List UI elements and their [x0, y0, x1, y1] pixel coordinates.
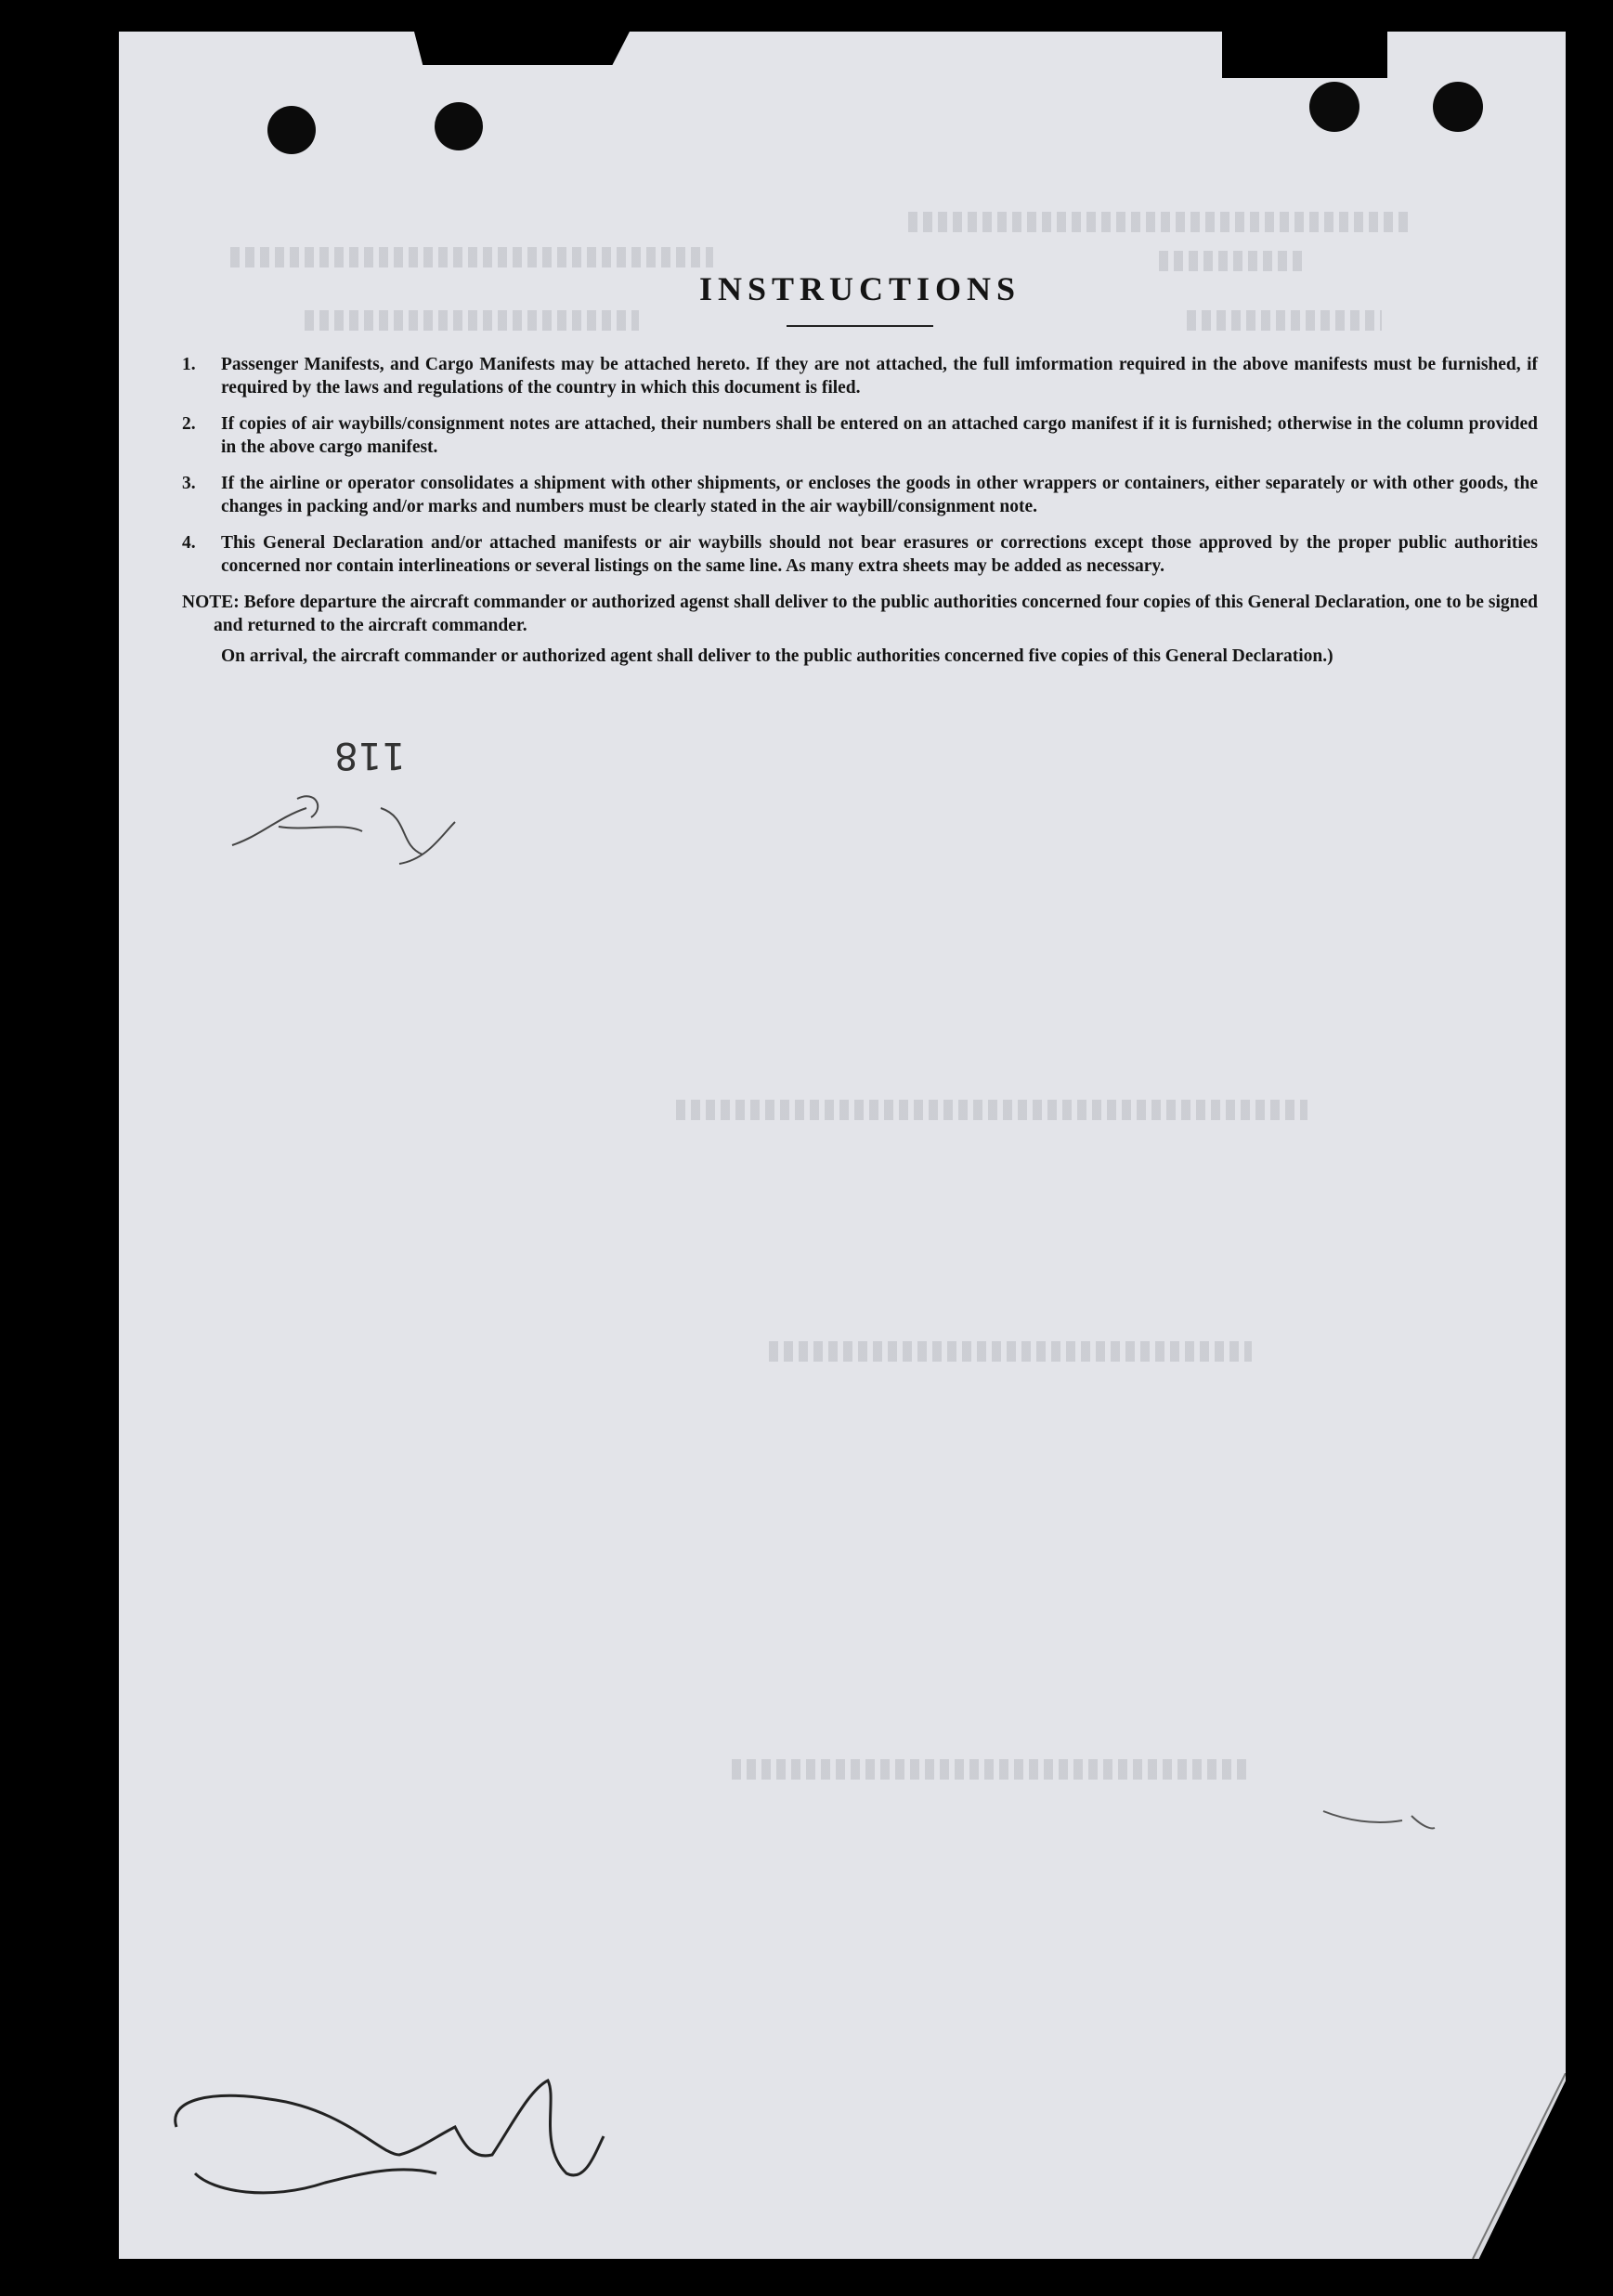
item-number: 1. [182, 355, 196, 374]
item-number: 4. [182, 533, 196, 553]
note-label: NOTE: [182, 593, 240, 612]
handwritten-initials [223, 780, 464, 882]
bleed-through-text [676, 1100, 1307, 1120]
bleed-through-text [230, 247, 713, 267]
pencil-mark [1319, 1802, 1439, 1839]
bleed-through-text [769, 1341, 1252, 1362]
list-item [182, 531, 1538, 578]
bleed-through-text [1159, 251, 1307, 271]
note-arrival: On arrival, the aircraft commander or authorized agent shall deliver to the public authorities concerned five copies of this General Declaration.) [221, 646, 1333, 666]
instructions-list [182, 353, 1538, 578]
signature [158, 2071, 678, 2211]
punch-hole [1309, 82, 1359, 132]
list-item [182, 472, 1538, 518]
note-departure [182, 591, 1538, 637]
instructions-section [182, 269, 1538, 668]
list-item [182, 412, 1538, 459]
item-text: Passenger Manifests, and Cargo Manifests may be attached hereto. If they are not attached, the full imformation required in the above manifests must be furnished, if required by the laws and regulations of the country in which this document is filed. [221, 355, 1538, 398]
bleed-through-text [908, 212, 1410, 232]
item-text: If copies of air waybills/consignment notes are attached, their numbers shall be entered on an attached cargo manifest if it is furnished; otherwise in the column provided in the above cargo manifest. [221, 414, 1538, 457]
item-text: If the airline or operator consolidates a shipment with other shipments, or encloses the goods in other wrappers or containers, either separately or with other goods, the changes in packing and/or marks and numbers must be clearly stated in the air waybill/consignment note. [221, 474, 1538, 516]
punch-hole [267, 106, 316, 154]
item-text: This General Declaration and/or attached manifests or air waybills should not bear erasures or corrections except those approved by the proper public authorities concerned nor contain interlineations or several listings on the same line. As many extra sheets may be added as necessary. [221, 533, 1538, 576]
bleed-through-text [732, 1759, 1252, 1780]
item-number: 3. [182, 474, 196, 493]
page-notch-left [414, 32, 630, 65]
note-block [182, 591, 1538, 668]
page-title: INSTRUCTIONS [698, 270, 1021, 307]
punch-hole [435, 102, 483, 150]
punch-hole [1433, 82, 1483, 132]
item-number: 2. [182, 414, 196, 434]
note-departure-text: Before departure the aircraft commander or authorized agenst shall deliver to the public authorities concerned four copies of this General Declaration, one to be signed and returned to the aircraft commander. [214, 593, 1538, 635]
folded-corner [1454, 2073, 1566, 2259]
list-item [182, 353, 1538, 399]
title-underline [787, 325, 933, 327]
page-notch-right [1222, 32, 1387, 78]
handwritten-number: 118 [334, 734, 406, 776]
